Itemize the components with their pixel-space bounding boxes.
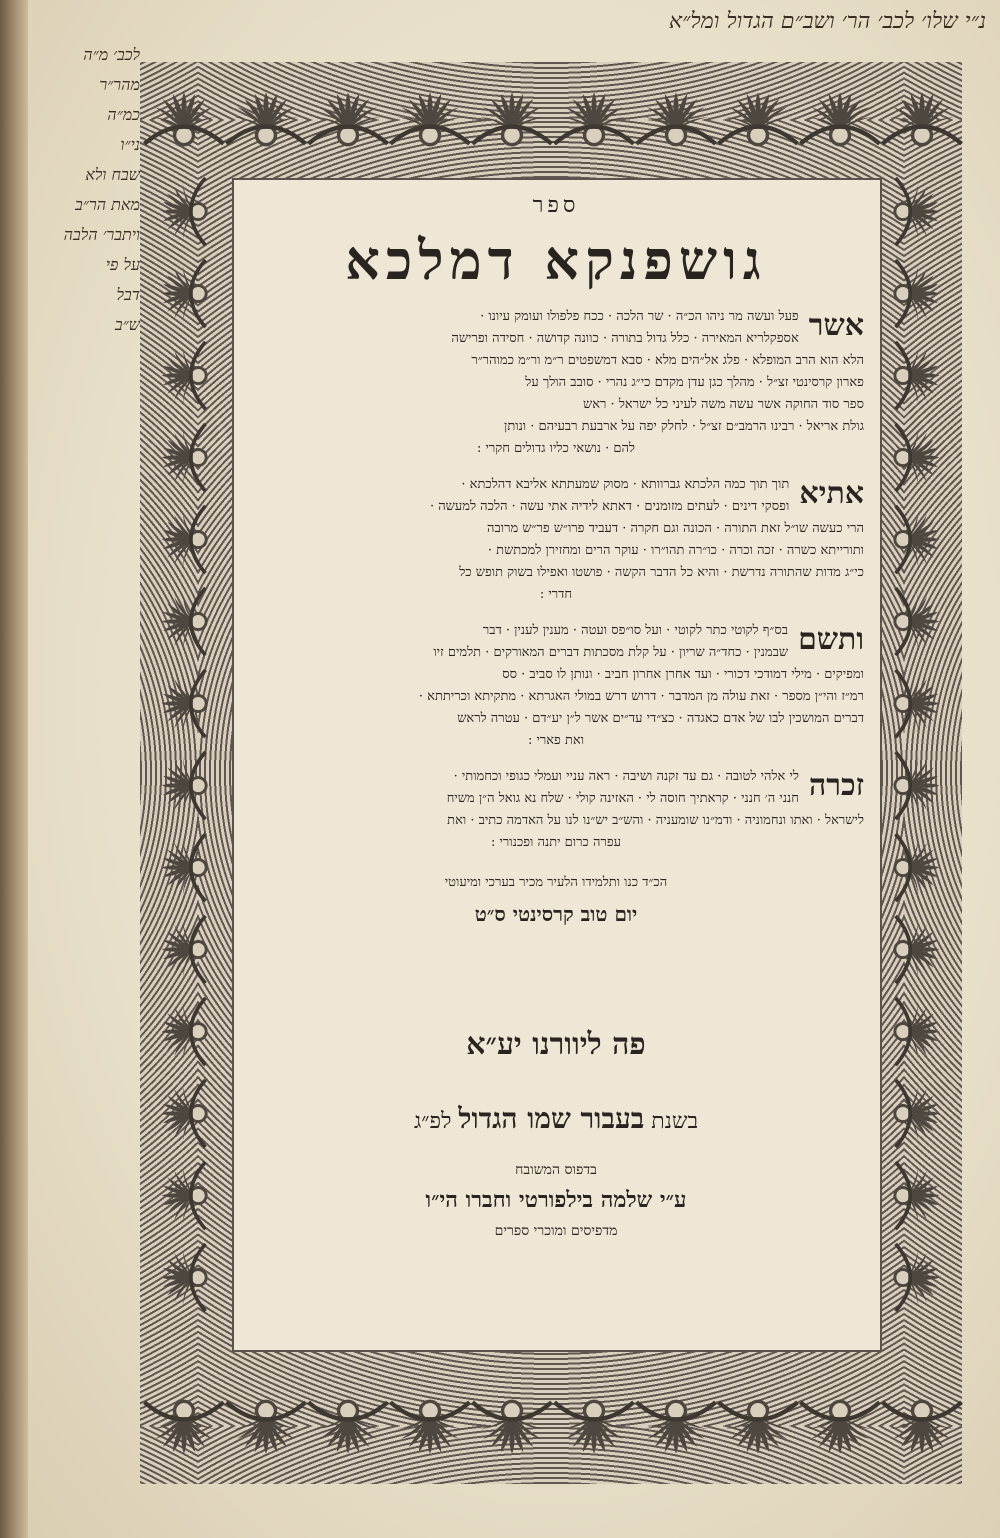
handwritten-line: ויתבר׳ הלבה bbox=[63, 225, 140, 244]
palmette-ornament bbox=[879, 1385, 965, 1471]
section-zochra bbox=[240, 766, 872, 854]
text-line: רמ״ז והי״ן מספר · זאת עולה מן המדבר · דרוש דרש במולי האגרתא · מתקיתא וכריתתא · bbox=[418, 689, 864, 704]
book-label: ספר bbox=[532, 193, 580, 218]
section-lead-word: אתיא bbox=[799, 476, 864, 511]
section-asher bbox=[240, 306, 872, 460]
text-line: לישראל · ואתו ונחמוניה · ודמ״נו שומעניה · והש״ב יש״נו לנו על האדמה כתיב · ואת bbox=[447, 813, 864, 828]
text-line: ופסקי דינים · לעתים מזומנים · דאתא לידיה אתי עשה · הלכה למעשה · bbox=[429, 499, 790, 514]
handwritten-side-note bbox=[8, 40, 140, 340]
text-line: ותורייתא כשרה · זכה וכרה · כו״רה תהו״רו · עוקר הרים ומחזירן למכתשת · bbox=[487, 543, 864, 558]
palmette-ornament bbox=[879, 75, 965, 161]
palmette-ornament bbox=[141, 75, 227, 161]
palmette-ornament bbox=[881, 585, 954, 658]
year-chronogram: בעבור שמו הגדול bbox=[458, 1102, 645, 1135]
section-lead-word: זכרה bbox=[808, 768, 864, 803]
text-line: עפרה כרום יתנה ופכנורי : bbox=[491, 835, 621, 850]
text-line: בס״ף לקוטי כתר לקוטי · ועל סו״פס ועטה · מענין לענין · דבר bbox=[482, 623, 789, 638]
palmette-ornament bbox=[797, 75, 883, 161]
palmette-ornament bbox=[881, 175, 954, 248]
printer-label: בדפוס המשובח bbox=[515, 1162, 597, 1178]
palmette-ornament bbox=[147, 913, 220, 986]
palmette-ornament bbox=[147, 1241, 220, 1314]
palmette-ornament bbox=[551, 1385, 637, 1471]
text-line: דברים המושכין לבו של אדם כאגדה · כצ״די עד״ים אשר ל״ן יע״דם · עטרה לראש bbox=[457, 711, 864, 726]
palmette-ornament bbox=[147, 1077, 220, 1150]
palmette-ornament bbox=[881, 749, 954, 822]
palmette-ornament bbox=[147, 1159, 220, 1232]
publication-year bbox=[240, 1102, 872, 1136]
section-lead-word: ותשם bbox=[798, 622, 864, 657]
palmette-ornament bbox=[881, 831, 954, 904]
section-atya bbox=[240, 474, 872, 606]
text-line: שבמנין · כחד״ה שריון · על קלת מסכתות דברים המאורקים · תלמים זיו bbox=[433, 645, 789, 660]
palmette-ornament bbox=[881, 503, 954, 576]
palmette-ornament bbox=[147, 995, 220, 1068]
text-line: חנני ה׳ חנני · קראתיך חוסה לי · האזינה קולי · שלח נא גואל ה״ן משיח bbox=[446, 791, 799, 806]
palmette-ornament bbox=[881, 421, 954, 494]
palmette-ornament bbox=[387, 1385, 473, 1471]
palmette-ornament bbox=[551, 75, 637, 161]
palmette-ornament bbox=[797, 1385, 883, 1471]
text-line: כי״ג מדות שהתורה נדרשת · והיא כל הדבר הקשה · פושטו ואפילו בשוק תופש כל bbox=[459, 565, 864, 580]
palmette-ornament bbox=[141, 1385, 227, 1471]
palmette-ornament bbox=[633, 1385, 719, 1471]
palmette-ornament bbox=[387, 75, 473, 161]
text-line: ומפיקים · מילי דמודכי דכורי · ועד אחרן אחרון חביב · ונותן לו סביב · סס bbox=[502, 667, 864, 682]
palmette-ornament bbox=[305, 75, 391, 161]
author-name: יום טוב קרסינטי ס״ט bbox=[474, 902, 638, 926]
text-line: פעל ועשה מר ניהו הכ״ה · שר הלכה · ככח פלפולו ועומק עיונו · bbox=[480, 309, 799, 324]
handwritten-line: ש״ב bbox=[114, 315, 140, 334]
palmette-ornament bbox=[881, 1241, 954, 1314]
handwritten-line: על פי bbox=[105, 255, 140, 274]
book-title: גושפנקא דמלכא bbox=[345, 228, 767, 292]
year-suffix: לפ״ג bbox=[413, 1109, 452, 1134]
text-line: הרי כעשה שו״ל זאת התורה · הכונה וגם חקרה · דעביד פרו״ש פר״ש מרובה bbox=[487, 521, 864, 536]
section-lead-word: אשר bbox=[808, 308, 864, 343]
palmette-ornament bbox=[147, 257, 220, 330]
handwritten-line: לכב׳ מ״ה bbox=[83, 45, 140, 64]
palmette-ornament bbox=[223, 75, 309, 161]
palmette-ornament bbox=[633, 75, 719, 161]
palmette-ornament bbox=[881, 1159, 954, 1232]
palmette-ornament bbox=[881, 913, 954, 986]
palmette-ornament bbox=[147, 503, 220, 576]
palmette-ornament bbox=[147, 421, 220, 494]
handwritten-line: שבח ולא bbox=[85, 165, 140, 184]
handwritten-line: כמ״ה bbox=[107, 105, 140, 124]
printer-name: ע״י שלמה בילפורטי וחברו הי״ו bbox=[425, 1187, 687, 1213]
handwritten-top-note: נ״י שלו׳ לכב׳ הר׳ ושב״ם הגדול ומל״א bbox=[668, 9, 986, 34]
palmette-ornament bbox=[881, 667, 954, 740]
palmette-ornament bbox=[881, 1077, 954, 1150]
palmette-ornament bbox=[715, 75, 801, 161]
text-line: ספר סוד החוקה אשר עשה משה לעיני כל ישראל · ראש bbox=[583, 397, 864, 412]
palmette-ornament bbox=[147, 667, 220, 740]
handwritten-line: דבל bbox=[116, 285, 140, 304]
text-line: תוך תוך כמה הלכתא גברוותא · מסוק שמעתתא אליבא דהלכתא · bbox=[461, 477, 790, 492]
palmette-ornament bbox=[147, 585, 220, 658]
palmette-ornament bbox=[881, 257, 954, 330]
handwritten-line: ני״ו bbox=[120, 135, 140, 154]
dedication-line: הכ״ד כנו ותלמידו הלעיר מכיר בערכי ומיעוטי bbox=[444, 875, 668, 890]
publication-place: פה ליוורנו יע״א bbox=[466, 1027, 646, 1062]
text-line: ואת פארי : bbox=[527, 733, 585, 748]
palmette-ornament bbox=[715, 1385, 801, 1471]
palmette-ornament bbox=[881, 995, 954, 1068]
palmette-ornament bbox=[881, 339, 954, 412]
text-line: חדרי : bbox=[539, 587, 573, 602]
text-line: לי אלהי לטובה · גם עד זקנה ושיבה · ראה עניי ועמלי כגופי וכחמותי · bbox=[453, 769, 799, 784]
palmette-ornament bbox=[469, 1385, 555, 1471]
palmette-ornament bbox=[223, 1385, 309, 1471]
palmette-ornament bbox=[147, 831, 220, 904]
palmette-ornament bbox=[147, 175, 220, 248]
palmette-ornament bbox=[147, 749, 220, 822]
handwritten-line: מאת הר״ב bbox=[75, 195, 140, 214]
text-line: פארון קרסינטי זצ״ל · מהלך כגן עדן מקדם כי״ג נהרי · סובב הולך על bbox=[525, 375, 864, 390]
text-line: אספקלריא המאירה · כלל גדול בתורה · כוונה קדושה · חסידה ופרישה bbox=[451, 331, 799, 346]
text-line: הלא הוא הרב המופלא · פלג אל״הים מלא · סבא דמשפטים ר״מ ור״מ כמוהר״ר bbox=[471, 353, 864, 368]
text-line: להם · נושאי כליו גדולים חקרי : bbox=[476, 441, 636, 456]
title-page-content bbox=[240, 180, 872, 1240]
palmette-ornament bbox=[147, 339, 220, 412]
palmette-ornament bbox=[469, 75, 555, 161]
section-vatasem bbox=[240, 620, 872, 752]
text-line: גולת אריאל · רבינו הרמב״ם זצ״ל · לחלק יפה על ארבעת רבעיהם · ונותן bbox=[504, 419, 864, 434]
palmette-ornament bbox=[305, 1385, 391, 1471]
printer-description: מדפיסים ומוכרי ספרים bbox=[494, 1223, 618, 1239]
year-prefix: בשנת bbox=[651, 1109, 699, 1134]
handwritten-line: מהר״ר bbox=[99, 75, 140, 94]
